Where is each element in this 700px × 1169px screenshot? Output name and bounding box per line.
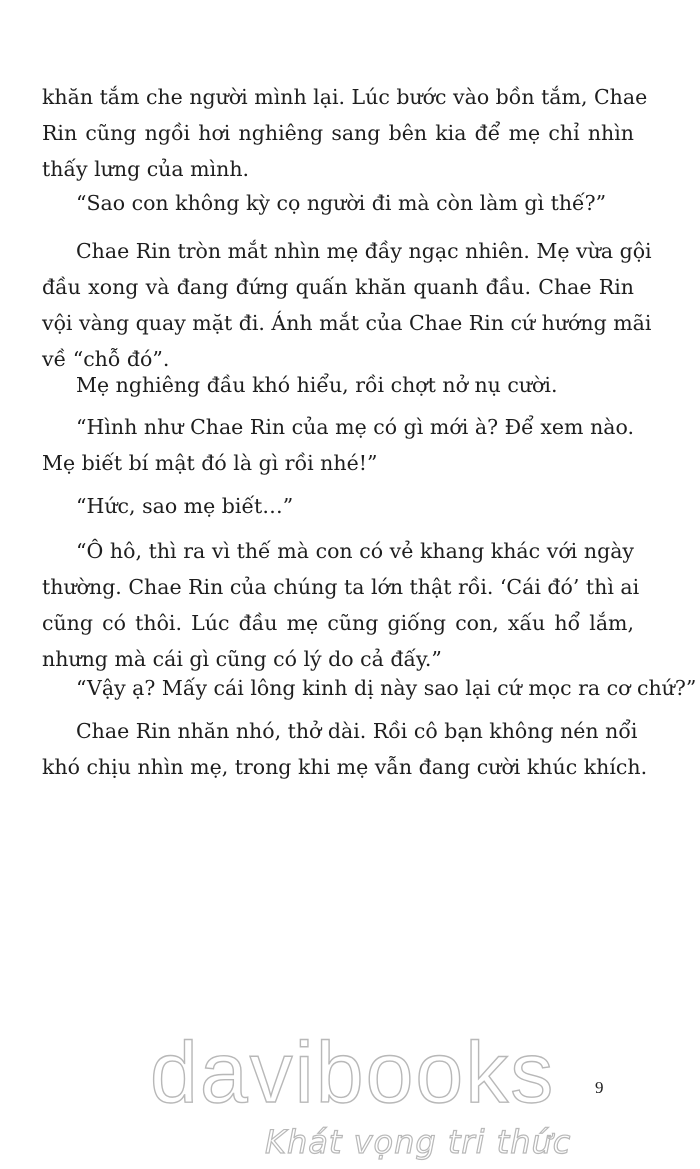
text-line: “Ô hô, thì ra vì thế mà con có vẻ khang khác với ngày <box>76 539 634 563</box>
text-line: Chae Rin tròn mắt nhìn mẹ đầy ngạc nhiên. Mẹ vừa gội <box>76 239 652 263</box>
paragraph-8 <box>76 670 697 706</box>
watermark-tagline: Khát vọng tri thức <box>265 1123 572 1161</box>
text-line: “Hức, sao mẹ biết…” <box>76 494 294 518</box>
text-line: Mẹ biết bí mật đó là gì rồi nhé!” <box>42 451 378 475</box>
text-line: vội vàng quay mặt đi. Ánh mắt của Chae Rin cứ hướng mãi <box>42 311 652 335</box>
text-line: khó chịu nhìn mẹ, trong khi mẹ vẫn đang cười khúc khích. <box>42 755 648 779</box>
paragraph-6 <box>76 488 293 524</box>
paragraph-7 <box>42 533 640 677</box>
watermark-logo: davibooks <box>150 1025 556 1121</box>
text-line: về “chỗ đó”. <box>42 347 170 371</box>
paragraph-4 <box>76 367 557 403</box>
page-number: 9 <box>595 1078 604 1097</box>
text-line: “Hình như Chae Rin của mẹ có gì mới à? Để xem nào. <box>76 415 634 439</box>
text-line: thường. Chae Rin của chúng ta lớn thật rồi. ‘Cái đó’ thì ai <box>42 575 640 599</box>
text-line: nhưng mà cái gì cũng có lý do cả đấy.” <box>42 647 442 671</box>
text-line: cũng có thôi. Lúc đầu mẹ cũng giống con, xấu hổ lắm, <box>42 611 634 635</box>
text-line: “Vậy ạ? Mấy cái lông kinh dị này sao lại cứ mọc ra cơ chứ?” <box>76 676 697 700</box>
text-line: “Sao con không kỳ cọ người đi mà còn làm gì thế?” <box>76 191 607 215</box>
text-line: Chae Rin nhăn nhó, thở dài. Rồi cô bạn không nén nổi <box>76 719 638 743</box>
paragraph-3 <box>42 233 652 377</box>
text-line: đầu xong và đang đứng quấn khăn quanh đầu. Chae Rin <box>42 275 634 299</box>
paragraph-5 <box>42 409 634 481</box>
text-line: Rin cũng ngồi hơi nghiêng sang bên kia để mẹ chỉ nhìn <box>42 121 634 145</box>
text-line: khăn tắm che người mình lại. Lúc bước vào bồn tắm, Chae <box>42 85 648 109</box>
text-line: thấy lưng của mình. <box>42 157 250 181</box>
paragraph-2 <box>76 185 606 221</box>
paragraph-9 <box>42 713 648 785</box>
text-line: Mẹ nghiêng đầu khó hiểu, rồi chợt nở nụ cười. <box>76 373 558 397</box>
paragraph-1 <box>42 79 648 187</box>
